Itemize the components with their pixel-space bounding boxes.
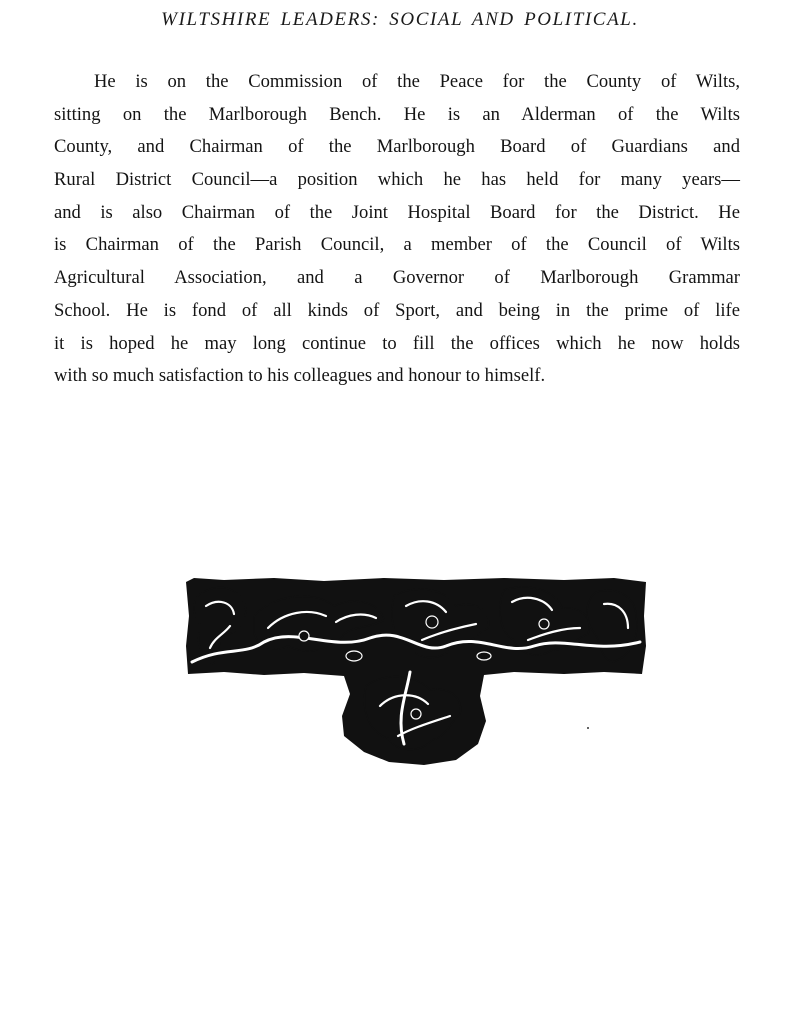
paragraph-line: County, and Chairman of the Marlborough Board of Guardians and <box>54 136 740 158</box>
paragraph-line: is Chairman of the Parish Council, a member of the Council of Wilts <box>54 234 740 256</box>
body-paragraph <box>54 66 740 393</box>
paragraph-line: Agricultural Association, and a Governor of Marlborough Grammar <box>54 267 740 289</box>
paragraph-line: it is hoped he may long continue to fill the offices which he now holds <box>54 332 740 354</box>
stray-mark <box>587 727 589 729</box>
paragraph-line: He is on the Commission of the Peace for the County of Wilts, <box>94 71 740 92</box>
paragraph-line: and is also Chairman of the Joint Hospital Board for the District. He <box>54 201 740 223</box>
foliage-tailpiece-ornament-icon <box>184 576 648 766</box>
paragraph-line: School. He is fond of all kinds of Sport, and being in the prime of life <box>54 299 740 321</box>
paragraph-line: Rural District Council—a position which he has held for many years— <box>54 169 740 191</box>
paragraph-line: sitting on the Marlborough Bench. He is an Alderman of the Wilts <box>54 103 740 125</box>
running-head: WILTSHIRE LEADERS: SOCIAL AND POLITICAL. <box>161 9 639 30</box>
paragraph-line: with so much satisfaction to his colleagues and honour to himself. <box>54 365 546 387</box>
